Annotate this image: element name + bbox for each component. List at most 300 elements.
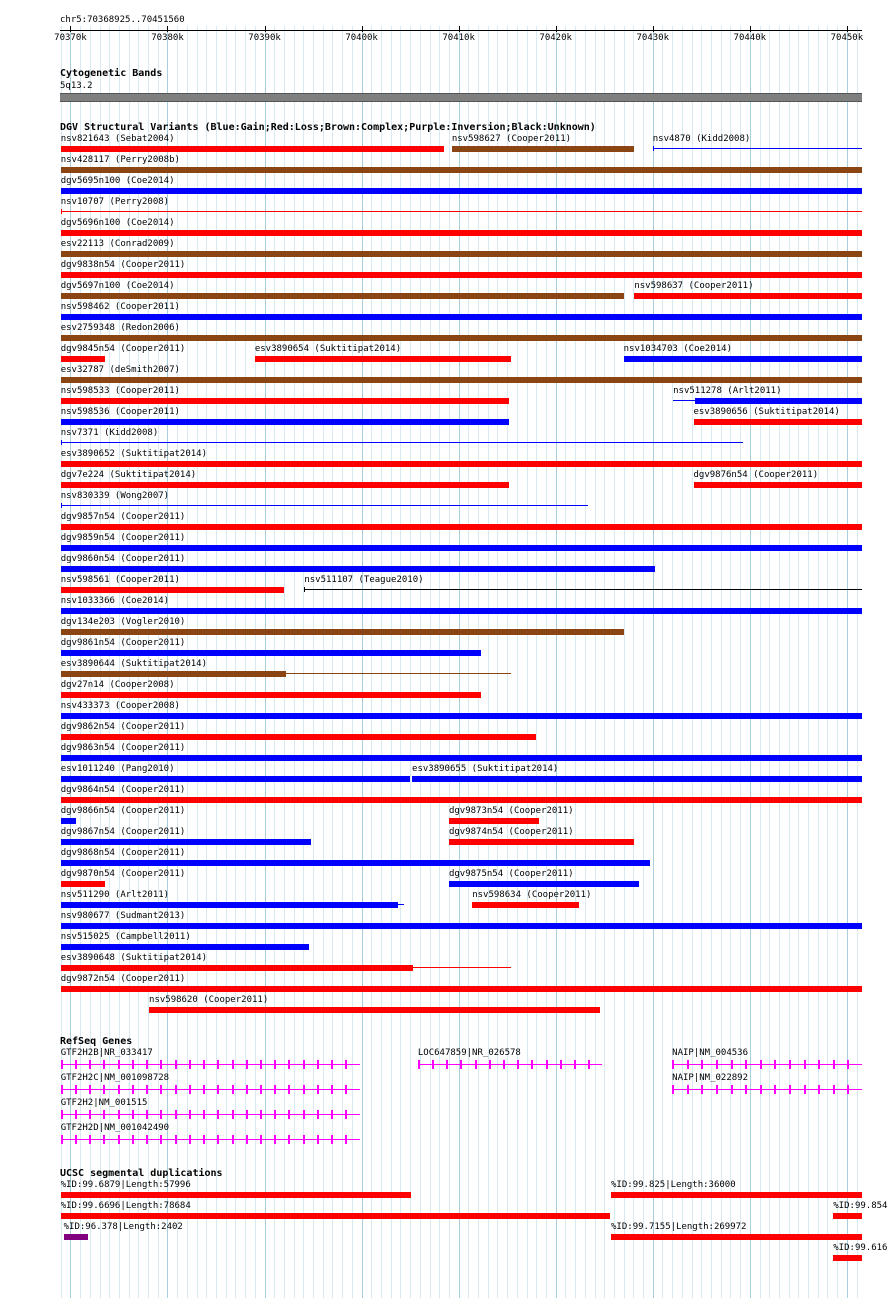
gene-exon[interactable] <box>118 1060 120 1069</box>
gene-exon[interactable] <box>701 1085 703 1094</box>
gene-exon[interactable] <box>246 1110 248 1119</box>
dgv-feature-bar[interactable] <box>472 902 579 908</box>
gene-exon[interactable] <box>331 1085 333 1094</box>
gene-exon[interactable] <box>789 1085 791 1094</box>
dgv-feature-bar[interactable] <box>61 608 862 614</box>
gene-exon[interactable] <box>672 1060 674 1069</box>
dgv-feature-bar[interactable] <box>61 671 286 677</box>
dgv-feature-bar[interactable] <box>61 377 862 383</box>
gene-exon[interactable] <box>189 1085 191 1094</box>
gene-exon[interactable] <box>203 1060 205 1069</box>
gene-exon[interactable] <box>146 1135 148 1144</box>
gene-exon[interactable] <box>217 1110 219 1119</box>
dgv-feature-bar[interactable] <box>61 692 481 698</box>
gene-exon[interactable] <box>345 1135 347 1144</box>
dgv-feature-label: dgv9860n54 (Cooper2011) <box>60 554 186 564</box>
dgv-feature-label: dgv9859n54 (Cooper2011) <box>60 533 186 543</box>
dgv-feature-label: nsv515025 (Campbell2011) <box>60 932 191 942</box>
dgv-feature-line[interactable] <box>61 505 588 506</box>
gene-exon[interactable] <box>288 1085 290 1094</box>
dgv-feature-label: esv3890652 (Suktitipat2014) <box>60 449 208 459</box>
gene-exon[interactable] <box>760 1060 762 1069</box>
gene-exon[interactable] <box>774 1060 776 1069</box>
gene-exon[interactable] <box>175 1135 177 1144</box>
gene-exon[interactable] <box>61 1135 63 1144</box>
dgv-feature-bar[interactable] <box>61 881 106 887</box>
gene-exon[interactable] <box>833 1085 835 1094</box>
gene-exon[interactable] <box>345 1085 347 1094</box>
dgv-feature-label: esv2759348 (Redon2006) <box>60 323 180 333</box>
gene-exon[interactable] <box>61 1110 63 1119</box>
gene-exon[interactable] <box>75 1135 77 1144</box>
dgv-feature-bar[interactable] <box>61 356 106 362</box>
dgv-feature-bar[interactable] <box>61 188 862 194</box>
dgv-feature-line[interactable] <box>61 211 862 212</box>
dgv-feature-label: nsv4870 (Kidd2008) <box>652 134 751 144</box>
gene-exon[interactable] <box>146 1085 148 1094</box>
dgv-feature-label: nsv598634 (Cooper2011) <box>472 890 592 900</box>
dgv-feature-bar[interactable] <box>61 734 537 740</box>
gene-label: GTF2H2|NM_001515 <box>60 1098 148 1108</box>
gene-exon[interactable] <box>260 1110 262 1119</box>
gene-exon[interactable] <box>246 1060 248 1069</box>
gene-exon[interactable] <box>260 1060 262 1069</box>
gene-exon[interactable] <box>588 1060 590 1069</box>
gene-exon[interactable] <box>288 1110 290 1119</box>
gene-exon[interactable] <box>132 1135 134 1144</box>
grid-line <box>633 26 634 1298</box>
gene-exon[interactable] <box>217 1060 219 1069</box>
dgv-feature-label: dgv9876n54 (Cooper2011) <box>693 470 819 480</box>
segdup-label: %ID:99.616 <box>833 1243 888 1253</box>
dgv-feature-label: dgv9838n54 (Cooper2011) <box>60 260 186 270</box>
gene-exon[interactable] <box>175 1060 177 1069</box>
gene-exon[interactable] <box>847 1060 849 1069</box>
ruler-tick <box>362 26 363 32</box>
grid-line <box>662 26 663 1298</box>
gene-exon[interactable] <box>146 1060 148 1069</box>
grid-line <box>750 26 751 1298</box>
segdup-label: %ID:99.854 <box>833 1201 888 1211</box>
grid-line <box>497 26 498 1298</box>
dgv-feature-label: dgv9863n54 (Cooper2011) <box>60 743 186 753</box>
dgv-feature-label: nsv428117 (Perry2008b) <box>60 155 180 165</box>
dgv-feature-bar[interactable] <box>61 461 862 467</box>
ruler-tick-label: 70400k <box>345 33 378 43</box>
gene-exon[interactable] <box>175 1110 177 1119</box>
dgv-feature-label: esv3890656 (Suktitipat2014) <box>693 407 840 417</box>
gene-exon[interactable] <box>345 1110 347 1119</box>
ruler-tick <box>847 26 848 32</box>
dgv-feature-label: nsv598462 (Cooper2011) <box>60 302 180 312</box>
ruler-tick-label: 70370k <box>54 33 87 43</box>
gene-exon[interactable] <box>103 1060 105 1069</box>
gene-exon[interactable] <box>203 1085 205 1094</box>
grid-line <box>527 26 528 1298</box>
grid-line <box>332 26 333 1298</box>
gene-exon[interactable] <box>61 1085 63 1094</box>
dgv-feature-label: dgv9867n54 (Cooper2011) <box>60 827 186 837</box>
gene-exon[interactable] <box>75 1085 77 1094</box>
dgv-feature-bar[interactable] <box>61 167 862 173</box>
dgv-feature-line[interactable] <box>304 589 862 590</box>
dgv-feature-bar[interactable] <box>255 356 511 362</box>
gene-exon[interactable] <box>331 1135 333 1144</box>
gene-exon[interactable] <box>103 1110 105 1119</box>
gene-exon[interactable] <box>89 1110 91 1119</box>
gene-exon[interactable] <box>716 1085 718 1094</box>
grid-line <box>818 26 819 1298</box>
dgv-feature-bar[interactable] <box>61 818 77 824</box>
gene-exon[interactable] <box>146 1110 148 1119</box>
dgv-feature-label: dgv7e224 (Suktitipat2014) <box>60 470 197 480</box>
dgv-feature-bar[interactable] <box>61 986 862 992</box>
gene-exon[interactable] <box>317 1060 319 1069</box>
dgv-feature-endcap <box>61 209 62 214</box>
gene-exon[interactable] <box>745 1085 747 1094</box>
dgv-feature-bar[interactable] <box>61 587 284 593</box>
grid-line <box>342 26 343 1298</box>
grid-line <box>216 26 217 1298</box>
grid-line <box>488 26 489 1298</box>
dgv-feature-bar[interactable] <box>61 713 862 719</box>
gene-exon[interactable] <box>847 1085 849 1094</box>
gene-exon[interactable] <box>560 1060 562 1069</box>
gene-exon[interactable] <box>89 1135 91 1144</box>
ruler-tick-label: 70380k <box>151 33 184 43</box>
gene-label: LOC647859|NR_026578 <box>417 1048 521 1058</box>
grid-line <box>439 26 440 1298</box>
gene-exon[interactable] <box>489 1060 491 1069</box>
gene-exon[interactable] <box>118 1110 120 1119</box>
dgv-feature-bar[interactable] <box>61 272 862 278</box>
gene-exon[interactable] <box>232 1135 234 1144</box>
dgv-feature-bar[interactable] <box>61 944 309 950</box>
dgv-feature-label: nsv7371 (Kidd2008) <box>60 428 159 438</box>
dgv-feature-label: dgv9875n54 (Cooper2011) <box>448 869 574 879</box>
gene-exon[interactable] <box>818 1085 820 1094</box>
dgv-feature-label: nsv598536 (Cooper2011) <box>60 407 180 417</box>
ruler-tick <box>750 26 751 32</box>
dgv-feature-label: nsv433373 (Cooper2008) <box>60 701 180 711</box>
gene-exon[interactable] <box>160 1085 162 1094</box>
gene-exon[interactable] <box>503 1060 505 1069</box>
gene-exon[interactable] <box>274 1110 276 1119</box>
grid-line <box>827 26 828 1298</box>
gene-exon[interactable] <box>475 1060 477 1069</box>
gene-exon[interactable] <box>274 1085 276 1094</box>
dgv-feature-bar[interactable] <box>61 419 509 425</box>
gene-exon[interactable] <box>760 1085 762 1094</box>
dgv-feature-bar[interactable] <box>61 965 413 971</box>
grid-line <box>643 26 644 1298</box>
gene-exon[interactable] <box>89 1060 91 1069</box>
gene-exon[interactable] <box>303 1060 305 1069</box>
ruler-tick-label: 70440k <box>733 33 767 43</box>
dgv-feature-line[interactable] <box>673 400 695 401</box>
dgv-feature-label: esv3890654 (Suktitipat2014) <box>254 344 402 354</box>
gene-exon[interactable] <box>687 1085 689 1094</box>
grid-line <box>468 26 469 1298</box>
dgv-feature-bar[interactable] <box>61 797 862 803</box>
grid-line <box>265 26 266 1298</box>
gene-exon[interactable] <box>672 1085 674 1094</box>
grid-line <box>721 26 722 1298</box>
gene-exon[interactable] <box>246 1135 248 1144</box>
dgv-feature-endcap <box>61 440 62 445</box>
segdup-bar[interactable] <box>611 1192 862 1198</box>
dgv-feature-label: dgv9857n54 (Cooper2011) <box>60 512 186 522</box>
grid-line <box>459 26 460 1298</box>
dgv-feature-bar[interactable] <box>61 335 862 341</box>
gene-exon[interactable] <box>103 1085 105 1094</box>
dgv-feature-bar[interactable] <box>61 398 509 404</box>
gene-exon[interactable] <box>833 1060 835 1069</box>
gene-intron-line[interactable] <box>61 1139 360 1140</box>
gene-exon[interactable] <box>546 1060 548 1069</box>
dgv-feature-bar[interactable] <box>449 839 634 845</box>
grid-line <box>837 26 838 1298</box>
cytoband-bar[interactable] <box>60 93 862 102</box>
gene-exon[interactable] <box>160 1110 162 1119</box>
dgv-feature-label: dgv9868n54 (Cooper2011) <box>60 848 186 858</box>
gene-exon[interactable] <box>203 1135 205 1144</box>
gene-exon[interactable] <box>160 1135 162 1144</box>
grid-line <box>400 26 401 1298</box>
gene-intron-line[interactable] <box>61 1064 360 1065</box>
gene-exon[interactable] <box>317 1135 319 1144</box>
dgv-feature-bar[interactable] <box>61 230 862 236</box>
dgv-feature-label: nsv830339 (Wong2007) <box>60 491 170 501</box>
gene-exon[interactable] <box>317 1085 319 1094</box>
gene-exon[interactable] <box>217 1085 219 1094</box>
gene-exon[interactable] <box>701 1060 703 1069</box>
grid-line <box>789 26 790 1298</box>
dgv-feature-label: nsv980677 (Sudmant2013) <box>60 911 186 921</box>
gene-exon[interactable] <box>274 1060 276 1069</box>
dgv-feature-bar[interactable] <box>61 629 624 635</box>
gene-exon[interactable] <box>61 1060 63 1069</box>
dgv-feature-bar[interactable] <box>634 293 862 299</box>
ruler-tick <box>653 26 654 32</box>
gene-exon[interactable] <box>446 1060 448 1069</box>
gene-exon[interactable] <box>345 1060 347 1069</box>
grid-line <box>798 26 799 1298</box>
dgv-feature-label: dgv134e203 (Vogler2010) <box>60 617 186 627</box>
gene-exon[interactable] <box>288 1135 290 1144</box>
grid-line <box>701 26 702 1298</box>
gene-intron-line[interactable] <box>61 1089 360 1090</box>
gene-exon[interactable] <box>175 1085 177 1094</box>
dgv-feature-label: nsv821643 (Sebat2004) <box>60 134 175 144</box>
dgv-feature-bar[interactable] <box>61 860 650 866</box>
gene-exon[interactable] <box>774 1085 776 1094</box>
gene-exon[interactable] <box>160 1060 162 1069</box>
grid-line <box>672 26 673 1298</box>
segdup-bar[interactable] <box>833 1255 862 1261</box>
dgv-feature-bar[interactable] <box>61 146 444 152</box>
gene-exon[interactable] <box>118 1135 120 1144</box>
dgv-feature-bar[interactable] <box>61 923 862 929</box>
grid-line <box>362 26 363 1298</box>
ruler-tick-label: 70410k <box>442 33 475 43</box>
dgv-feature-label: dgv9862n54 (Cooper2011) <box>60 722 186 732</box>
dgv-feature-label: esv1011240 (Pang2010) <box>60 764 175 774</box>
dgv-feature-bar[interactable] <box>61 839 311 845</box>
dgv-feature-bar[interactable] <box>61 314 862 320</box>
gene-exon[interactable] <box>75 1060 77 1069</box>
grid-line <box>760 26 761 1298</box>
dgv-feature-bar[interactable] <box>61 755 862 761</box>
dgv-feature-bar[interactable] <box>61 251 862 257</box>
grid-line <box>624 26 625 1298</box>
ruler-tick <box>167 26 168 32</box>
dgv-feature-bar[interactable] <box>694 482 862 488</box>
gene-exon[interactable] <box>303 1085 305 1094</box>
grid-line <box>604 26 605 1298</box>
gene-exon[interactable] <box>789 1060 791 1069</box>
dgv-feature-label: dgv5696n100 (Coe2014) <box>60 218 175 228</box>
grid-line <box>546 26 547 1298</box>
gene-exon[interactable] <box>317 1110 319 1119</box>
gene-exon[interactable] <box>331 1110 333 1119</box>
dgv-feature-bar[interactable] <box>695 398 862 404</box>
dgv-feature-label: nsv598533 (Cooper2011) <box>60 386 180 396</box>
gene-exon[interactable] <box>274 1135 276 1144</box>
gene-exon[interactable] <box>118 1085 120 1094</box>
gene-label: GTF2H2B|NR_033417 <box>60 1048 153 1058</box>
dgv-feature-bar[interactable] <box>61 545 862 551</box>
dgv-feature-label: dgv9845n54 (Cooper2011) <box>60 344 186 354</box>
dgv-feature-label: nsv1033366 (Coe2014) <box>60 596 170 606</box>
grid-line <box>779 26 780 1298</box>
dgv-track-title[interactable]: DGV Structural Variants (Blue:Gain;Red:Loss;Brown:Complex;Purple:Inversion;Black:Unknown) <box>60 122 596 133</box>
dgv-feature-line[interactable] <box>653 148 862 149</box>
segdup-bar[interactable] <box>64 1234 88 1240</box>
dgv-feature-bar[interactable] <box>449 881 639 887</box>
refseq-track-title[interactable]: RefSeq Genes <box>60 1036 133 1047</box>
gene-exon[interactable] <box>432 1060 434 1069</box>
grid-line <box>769 26 770 1298</box>
segdup-bar[interactable] <box>611 1234 862 1240</box>
dgv-feature-label: dgv5697n100 (Coe2014) <box>60 281 175 291</box>
gene-exon[interactable] <box>232 1060 234 1069</box>
gene-exon[interactable] <box>331 1060 333 1069</box>
dgv-feature-endcap <box>653 146 654 151</box>
segdup-bar[interactable] <box>61 1192 411 1198</box>
gene-exon[interactable] <box>132 1110 134 1119</box>
segdup-track-title[interactable]: UCSC segmental duplications <box>60 1168 223 1179</box>
dgv-feature-bar[interactable] <box>624 356 862 362</box>
gene-exon[interactable] <box>745 1060 747 1069</box>
dgv-feature-bar[interactable] <box>61 650 481 656</box>
dgv-feature-bar[interactable] <box>61 293 624 299</box>
gene-exon[interactable] <box>804 1060 806 1069</box>
gene-exon[interactable] <box>687 1060 689 1069</box>
dgv-feature-label: esv3890655 (Suktitipat2014) <box>412 764 559 774</box>
dgv-feature-label: nsv511107 (Teague2010) <box>304 575 424 585</box>
gene-exon[interactable] <box>203 1110 205 1119</box>
gene-exon[interactable] <box>189 1135 191 1144</box>
grid-line <box>478 26 479 1298</box>
gene-exon[interactable] <box>418 1060 420 1069</box>
gene-exon[interactable] <box>103 1135 105 1144</box>
ruler-tick-label: 70390k <box>248 33 281 43</box>
gene-exon[interactable] <box>89 1085 91 1094</box>
dgv-feature-bar[interactable] <box>61 566 655 572</box>
gene-exon[interactable] <box>246 1085 248 1094</box>
gene-exon[interactable] <box>303 1110 305 1119</box>
dgv-feature-label: dgv9870n54 (Cooper2011) <box>60 869 186 879</box>
dgv-feature-bar[interactable] <box>449 818 539 824</box>
segdup-bar[interactable] <box>833 1213 862 1219</box>
grid-line <box>847 26 848 1298</box>
gene-label: NAIP|NM_004536 <box>672 1048 749 1058</box>
grid-line <box>711 26 712 1298</box>
grid-line <box>420 26 421 1298</box>
dgv-feature-endcap <box>61 503 62 508</box>
grid-line <box>381 26 382 1298</box>
dgv-feature-endcap <box>304 587 305 592</box>
gene-exon[interactable] <box>574 1060 576 1069</box>
dgv-feature-label: dgv9861n54 (Cooper2011) <box>60 638 186 648</box>
grid-line <box>235 26 236 1298</box>
dgv-feature-label: esv3890644 (Suktitipat2014) <box>60 659 208 669</box>
grid-line <box>255 26 256 1298</box>
dgv-feature-bar[interactable] <box>412 776 862 782</box>
gene-exon[interactable] <box>232 1085 234 1094</box>
gene-exon[interactable] <box>189 1060 191 1069</box>
dgv-feature-bar[interactable] <box>149 1007 600 1013</box>
gene-exon[interactable] <box>288 1060 290 1069</box>
gene-exon[interactable] <box>460 1060 462 1069</box>
dgv-feature-bar[interactable] <box>61 524 862 530</box>
gene-exon[interactable] <box>818 1060 820 1069</box>
dgv-feature-line[interactable] <box>61 442 743 443</box>
gene-exon[interactable] <box>132 1060 134 1069</box>
gene-exon[interactable] <box>531 1060 533 1069</box>
gene-exon[interactable] <box>731 1085 733 1094</box>
cytoband-track-title[interactable]: Cytogenetic Bands <box>60 68 163 79</box>
dgv-feature-bar[interactable] <box>61 482 509 488</box>
segdup-bar[interactable] <box>61 1213 610 1219</box>
gene-exon[interactable] <box>716 1060 718 1069</box>
dgv-feature-bar[interactable] <box>452 146 634 152</box>
dgv-feature-bar[interactable] <box>694 419 862 425</box>
gene-exon[interactable] <box>132 1085 134 1094</box>
gene-exon[interactable] <box>260 1135 262 1144</box>
gene-exon[interactable] <box>232 1110 234 1119</box>
dgv-feature-bar[interactable] <box>61 776 410 782</box>
gene-intron-line[interactable] <box>61 1114 360 1115</box>
gene-exon[interactable] <box>517 1060 519 1069</box>
dgv-feature-label: nsv1034703 (Coe2014) <box>623 344 732 354</box>
dgv-feature-label: dgv9874n54 (Cooper2011) <box>448 827 574 837</box>
gene-label: NAIP|NM_022892 <box>672 1073 749 1083</box>
gene-exon[interactable] <box>303 1135 305 1144</box>
grid-line <box>323 26 324 1298</box>
gene-exon[interactable] <box>189 1110 191 1119</box>
gene-exon[interactable] <box>260 1085 262 1094</box>
ruler-tick <box>265 26 266 32</box>
gene-exon[interactable] <box>731 1060 733 1069</box>
dgv-feature-bar[interactable] <box>61 902 399 908</box>
gene-label: GTF2H2C|NM_001098728 <box>60 1073 170 1083</box>
segdup-label: %ID:99.6696|Length:78684 <box>60 1201 191 1211</box>
gene-exon[interactable] <box>75 1110 77 1119</box>
gene-exon[interactable] <box>217 1135 219 1144</box>
gene-exon[interactable] <box>804 1085 806 1094</box>
